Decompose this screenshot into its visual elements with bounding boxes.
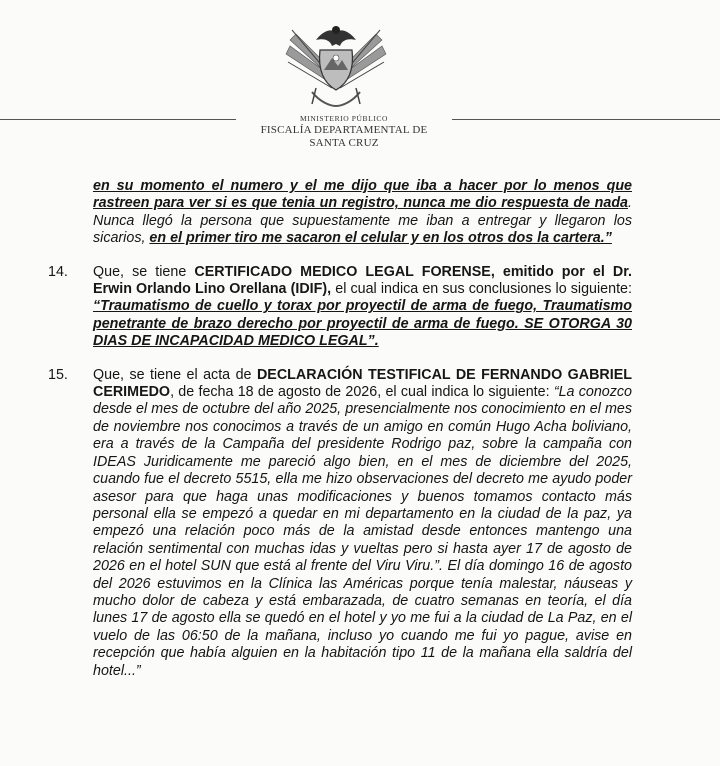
- item-quote: “La conozco desde el mes de octubre del año 2025, presencialmente nos conocimiento en el mes de noviembre nos conocimos a través de un amigo en común Hugo Acha boliviano, era a través de la Campaña del presidente Rodrigo paz, sobre la campaña con IDEAS Juridicamente me pareció algo bien, en el mes de diciembre del 2025, cuando fue el decreto 5515, ella me hizo observaciones del decreto me ayudo poder asesor para que haga unas modificaciones y buenos tomamos contacto más personal ella se empezó a quedar en mi departamento en la ciudad de la paz, ya empezó una relación poco más de la amistad desde entonces mantengo una relación sentimental con muchas idas y vueltas pero si hasta ayer 17 de agosto de 2026 en el hotel SUN que está al frente del Viru Viru.”. El día domingo 16 de agosto del 2026 estuvimos en la Clínica las Américas porque tenía malestar, náuseas y mucho dolor de cabeza y está embarazada, de cuatro semanas en teoría, el día lunes 17 de agosto ella se quedó en el hotel y yo me fui a la ciudad de La Paz, en el vuelo de las 06:50 de la mañana, incluso yo cuando me fui yo pague, avise en recepción que había alguien en la habitación tipo 11 de la mañana ella saldría del hotel...”: [93, 384, 633, 679]
- document-body: [48, 178, 632, 680]
- ministry-label: MINISTERIO PÚBLICO: [299, 114, 389, 123]
- quote-underlined: en el primer tiro me sacaron el celular y en los otros dos la cartera.”: [149, 230, 612, 247]
- item-text-plain: , de fecha 18 de agosto de 2026, el cual indica lo siguiente:: [170, 384, 554, 401]
- item-text-bold: DECLARACIÓN TESTIFICAL DE FERNANDO GABRIEL CERIMEDO: [93, 366, 633, 401]
- item-quote: “Traumatismo de cuello y torax por proyectil de arma de fuego, Traumatismo penetrante de brazo derecho por proyectil de arma de fuego. SE OTORGA 30 DIAS DE INCAPACIDAD MEDICO LEGAL”.: [93, 298, 632, 350]
- item-text-plain: Que, se tiene: [93, 263, 195, 280]
- item-text-plain: el cual indica en sus conclusiones lo siguiente:: [331, 281, 632, 298]
- item-number: 14.: [48, 263, 68, 280]
- bolivia-coat-of-arms-icon: [282, 18, 390, 114]
- quote-italic: . Nunca llegó la persona que supuestamente me iban a entregar y llegaron los sicarios,: [93, 195, 632, 247]
- list-item: [48, 264, 632, 351]
- item-number: 15.: [48, 366, 68, 383]
- continuation-paragraph: [93, 178, 632, 248]
- office-line-2: SANTA CRUZ: [309, 137, 379, 149]
- header-rule-left: [0, 119, 236, 120]
- item-text: [93, 264, 632, 351]
- office-line-1: FISCALÍA DEPARTAMENTAL DE: [260, 124, 428, 136]
- page-header: [0, 0, 720, 160]
- item-text-plain: Que, se tiene el acta de: [93, 366, 257, 383]
- item-text-bold: CERTIFICADO MEDICO LEGAL FORENSE, emitido por el Dr. Erwin Orlando Lino Orellana (IDIF),: [93, 263, 632, 298]
- item-text: [93, 367, 632, 680]
- list-item: [48, 367, 632, 680]
- quote-underlined: en su momento el numero y el me dijo que iba a hacer por lo menos que rastreen para ver si es que tenia un registro, nunca me dio respuesta de nada: [93, 178, 632, 212]
- office-name: [236, 114, 452, 150]
- header-rule-right: [452, 119, 720, 120]
